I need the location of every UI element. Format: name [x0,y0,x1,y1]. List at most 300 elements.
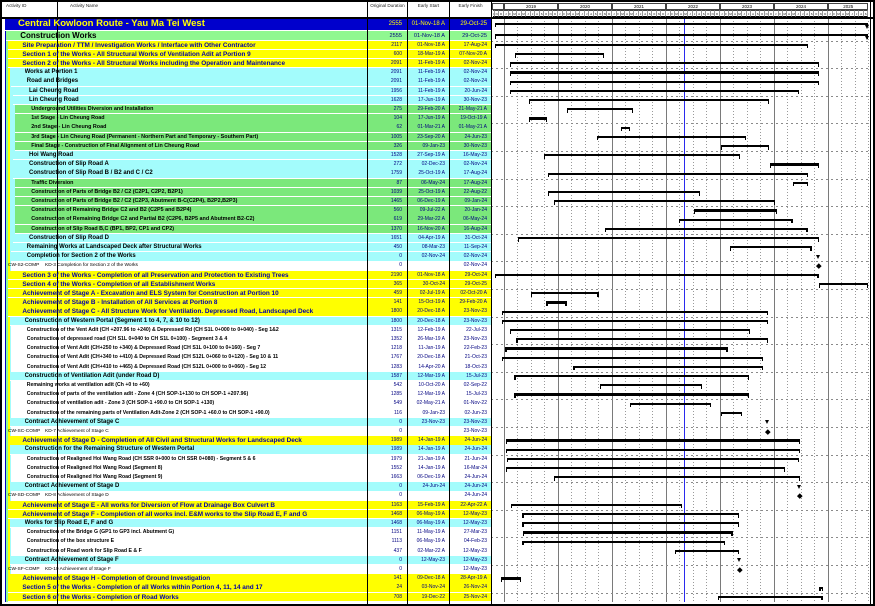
gantt-bar[interactable] [573,366,763,368]
activity-name: Central Kowloon Route - Yau Ma Tei West [18,18,205,29]
hierarchy-stripe [6,436,8,445]
hierarchy-stripe [13,133,15,142]
activity-name: Works for Slip Road E, F and G [24,520,114,526]
gantt-bar[interactable] [523,531,732,533]
timescale-month-label: M [630,12,633,16]
original-duration: 1587 [390,372,402,379]
gantt-bar[interactable] [546,301,566,303]
gantt-bar[interactable] [567,108,633,110]
activity-name: Construction of Vent Adit (CH+410 to +465) & Depressed Road (CH S12L 0+000 to 0+060) - Seg 12 [26,363,267,370]
original-duration: 0 [399,253,402,260]
timescale-month-label: J [634,10,638,17]
gantt-bar[interactable] [554,200,775,202]
original-duration: 1528 [390,152,402,158]
early-start: 11-Feb-19 A [417,87,445,94]
activity-name: Contract Achievement of Stage F [24,556,119,563]
early-start: 21-Jan-19 A [418,455,445,462]
gantt-bar[interactable] [675,550,739,552]
early-finish: 17-Aug-24 [463,170,487,177]
early-finish: 11-Sep-24 [464,244,487,250]
early-finish: 26-Nov-24 [463,584,487,591]
original-duration: 1163 [391,501,402,508]
timescale-month-label: F [617,12,620,16]
gantt-bar[interactable] [718,596,823,598]
gantt-bar[interactable] [605,228,807,230]
activity-name: Remaining Works at Landscaped Deck after Structural Works [26,244,202,250]
gantt-bar[interactable] [502,311,768,313]
original-duration: 104 [393,115,402,122]
timescale-year-label: 2022 [666,3,720,10]
hierarchy-stripe [6,510,8,519]
early-finish: 07-Nov-20 A [459,50,487,57]
milestone-diamond-icon[interactable] [817,263,822,268]
hierarchy-stripe [10,353,12,362]
early-start: 29-Feb-20 A [417,106,445,112]
hierarchy-stripe [11,96,13,105]
hierarchy-stripe [6,50,8,59]
early-start: 02-Nov-24 [421,253,445,260]
sight-line [491,179,870,180]
gantt-bar[interactable] [597,136,745,138]
original-duration: 0 [399,483,402,490]
original-duration: 116 [394,409,402,416]
early-finish: 29-Oct-25 [460,21,487,27]
early-finish: 12-May-23 [463,520,487,526]
original-duration: 1005 [390,133,402,140]
hierarchy-stripe [6,501,8,510]
original-duration: 1283 [390,363,402,370]
quarter-gridline [814,18,815,602]
activity-name: Road and Bridges [26,78,79,85]
timescale-month-label: M [729,12,732,16]
gantt-bar[interactable] [694,209,777,211]
original-duration: 2091 [390,69,402,76]
timescale-month-label: F [779,12,782,16]
original-duration: 2555 [389,32,402,39]
gantt-bar[interactable] [510,62,819,64]
early-finish: 29-Oct-25 [462,32,487,39]
early-finish: 12-May-23 [463,547,487,554]
activity-name: Construction Works [20,30,97,40]
timescale-month-label: M [792,12,795,16]
gantt-bar[interactable] [600,384,702,386]
early-finish: 15-Jul-23 [466,372,487,379]
hierarchy-stripe [11,151,13,160]
hierarchy-stripe [8,418,10,427]
sight-line [491,344,870,345]
activity-name: Section 1 of the Works - All Structural Works of Ventilation Adit at Portion 9 [22,50,251,58]
early-start: 20-Dec-18 A [417,317,445,324]
activity-name: KD-8 Achievement of Stage D [45,493,109,499]
activity-id: CW-SF-COMP [8,567,40,572]
gantt-bar[interactable] [793,182,808,184]
gantt-bar[interactable] [548,191,701,193]
timescale-month-label: S [648,12,651,16]
hierarchy-stripe [13,206,15,215]
early-start: 23-Sep-20 A [417,133,445,140]
timescale-month-label: O [707,12,710,16]
milestone-triangle-icon[interactable] [765,420,769,424]
original-duration: 275 [393,106,402,112]
early-finish: 06-May-24 [463,216,487,223]
hierarchy-stripe [13,105,15,114]
sight-line [491,482,870,483]
hierarchy-stripe [10,390,12,399]
milestone-triangle-icon[interactable] [797,485,801,489]
original-duration: 2555 [388,21,402,27]
early-start: 26-Mar-19 A [417,336,445,342]
hierarchy-stripe [6,298,8,307]
early-finish: 17-Aug-24 [463,179,487,186]
original-duration: 365 [393,280,402,287]
timescale-month-label: S [540,12,543,16]
hierarchy-stripe [13,188,15,197]
original-duration: 1800 [390,308,402,315]
original-duration: 2091 [390,60,402,66]
activity-name: Construction of the box structure E [26,538,115,545]
early-finish: 27-Mar-23 [463,529,487,536]
gantt-bar[interactable] [506,449,800,451]
timescale-month-label: J [801,10,806,17]
hierarchy-stripe [10,473,12,482]
activity-name: 2nd Stage - Lin Cheung Road [31,124,107,131]
timescale-month-label: D [608,12,611,16]
timescale-month-label: J [639,10,644,17]
early-finish: 01-Nov-22 [463,400,487,407]
early-start: 15-Feb-19 A [417,501,445,508]
hierarchy-stripe [13,225,15,234]
gantt-bar[interactable] [679,219,793,221]
gantt-bar[interactable] [630,403,711,405]
sight-line [491,399,870,400]
hierarchy-stripe [10,363,12,372]
early-finish: 21-Jun-24 [464,455,487,462]
timescale-month-label: F [671,12,674,16]
activity-name: 1st Stage - Lin Cheung Road [31,115,105,122]
timescale-month-label: J [558,10,563,17]
gantt-bar[interactable] [531,292,599,294]
original-duration: 0 [399,418,402,425]
early-finish: 21-Oct-23 [464,354,487,361]
activity-name: Construction of Slip Road D [29,234,109,241]
activity-name: Construction of Remaining Bridge C2 and B2 (C2P5 and B2P4) [31,207,192,214]
gantt-bar[interactable] [506,439,800,441]
early-finish: 30-Nov-23 [463,142,487,149]
sight-line [491,68,870,69]
timescale-month-label: A [752,12,755,16]
hierarchy-stripe [10,326,12,335]
gantt-bar[interactable] [502,357,763,359]
early-start: 09-Jan-23 [422,409,445,416]
gantt-bar[interactable] [510,90,799,92]
early-start: 11-Feb-19 A [417,60,445,66]
gantt-bar[interactable] [770,163,820,165]
hierarchy-stripe [13,197,15,206]
timescale-month-label: M [738,12,741,16]
early-finish: 15-Jul-23 [466,391,487,398]
original-duration: 87 [396,179,402,186]
activity-name: Achievement of Stage H - Completion of Ground Investigation [22,575,211,583]
early-finish: 02-Sep-22 [463,382,487,388]
timescale-month-label: F [833,12,836,16]
activity-name: KD-10 Achievement of Stage F [45,567,111,572]
early-start: 06-Dec-19 A [417,474,445,480]
early-finish: 29-Oct-24 [464,271,487,278]
gantt-bar[interactable] [529,99,770,101]
activity-name: Section 2 of the Works - All Structural Works including the Operation and Maintenance [22,60,286,67]
hierarchy-stripe [6,59,8,68]
early-start: 16-Nov-20 A [417,225,445,232]
early-start: 02-Jul-19 A [419,290,445,296]
gantt-bar[interactable] [721,145,769,147]
early-start: 11-Jan-19 A [418,345,445,352]
activity-id: CW-SC-COMP [8,429,41,434]
timescale-month-label: M [621,12,624,16]
timescale-month-label: D [824,12,827,16]
early-finish: 29-Feb-20 A [459,299,487,306]
timescale-month-label: A [806,12,809,16]
timescale-month-label: M [522,12,525,16]
early-finish: 02-Nov-24 [463,262,487,269]
sight-line [491,206,870,207]
timescale-month-label: A [788,12,791,16]
gantt-bar[interactable] [730,246,812,248]
gantt-bar[interactable] [510,81,819,83]
gantt-bar[interactable] [548,173,808,175]
early-finish: 04-Feb-23 [463,538,487,545]
sight-line [491,510,870,511]
timescale-month-label: A [698,12,701,16]
gantt-bar[interactable] [510,71,819,73]
gantt-bar[interactable] [507,458,799,460]
gantt-bar[interactable] [514,375,748,377]
early-finish: 20-Jun-24 [464,87,487,94]
hierarchy-stripe [10,547,12,556]
early-start: 09-Jul-22 A [419,207,445,214]
hierarchy-stripe [13,123,15,132]
gantt-bar[interactable] [514,393,748,395]
early-finish: 02-Nov-24 [463,253,487,260]
timescale-month-label: J [774,10,779,17]
timescale-month-label: O [599,12,602,16]
sight-line [491,96,870,97]
early-finish: 24-Jun-24 [464,437,487,444]
gantt-bar[interactable] [516,338,768,340]
timescale-year-label: 2024 [774,3,828,10]
hierarchy-stripe [13,215,15,224]
gantt-bar[interactable] [502,320,768,322]
hierarchy-stripe [13,142,15,151]
early-finish: 29-Oct-25 [464,280,487,287]
hierarchy-stripe [10,464,12,473]
gantt-bar[interactable] [544,154,740,156]
original-duration: 0 [399,566,402,572]
activity-name: Works at Portion 1 [24,69,78,76]
hierarchy-stripe [10,409,12,418]
original-duration: 141 [393,575,402,582]
early-finish: 22-Aug-22 [463,188,487,195]
early-start: 06-May-19 A [416,520,445,526]
original-duration: 459 [393,290,402,296]
gantt-bar[interactable] [522,513,739,515]
milestone-diamond-icon[interactable] [766,429,771,434]
activity-name: Construction of Slip Road A [29,161,109,168]
early-start: 01-Nov-18 A [417,41,445,48]
activity-id: CW-S2-COMP [8,263,40,269]
hierarchy-stripe [10,243,12,252]
early-finish: 02-Nov-24 [463,161,487,168]
original-duration: 0 [399,492,402,499]
activity-name: Hoi Wang Road [29,152,74,158]
sight-line [491,537,870,538]
original-duration: 437 [393,547,402,554]
milestone-triangle-icon[interactable] [816,255,820,259]
gantt-bar[interactable] [506,467,785,469]
activity-name: KD-3 Completion for Section 2 of the Works [45,263,138,269]
early-start: 02-Mar-22 A [417,547,445,554]
sight-line [491,427,870,428]
activity-name: Achievement of Stage F - Completion of all works incl. E&M works to the Slip Road E, F and G [22,510,308,518]
early-finish: 02-Jun-23 [464,409,487,416]
gantt-bar[interactable] [515,53,604,55]
column-header-activity-id: Activity ID [6,3,27,8]
original-duration: 1800 [390,317,402,324]
timescale-month-label: J [585,10,590,17]
early-finish: 22-Apr-22 A [460,501,487,508]
gantt-bar[interactable] [518,237,819,239]
activity-id: CW-SD-COMP [8,493,41,499]
hierarchy-stripe [13,179,15,188]
original-duration: 2190 [390,271,402,278]
early-finish: 22-Jul-23 [466,326,487,333]
early-finish: 02-Oct-20 A [460,290,487,296]
gantt-bar[interactable] [495,44,808,46]
gantt-bar[interactable] [554,476,800,478]
timescale-month-label: J [666,10,671,17]
original-duration: 549 [393,400,402,407]
gantt-bar[interactable] [495,23,869,25]
timescale-month-label: A [590,12,593,16]
activity-name: Construction of Slip Road B,C (BP1, BP2, CP1 and CP2) [31,225,175,232]
hierarchy-stripe [8,68,10,77]
milestone-diamond-icon[interactable] [737,567,742,572]
hierarchy-stripe [5,31,7,41]
hierarchy-stripe [11,234,13,243]
early-start: 04-Apr-19 A [418,234,445,241]
gantt-bar[interactable] [529,117,547,119]
gantt-bar[interactable] [522,522,739,524]
early-start: 14-Apr-20 A [418,363,445,370]
early-start: 01-Nov-18 A [411,21,445,27]
activity-name: Construction of Realigned Hoi Wang Road (Segment 9) [26,474,163,480]
early-start: 01-Mar-21 A [417,124,445,131]
original-duration: 1151 [391,529,402,536]
timescale-month-label: M [675,12,678,16]
original-duration: 1663 [390,474,402,480]
timescale-month-label: J [580,10,584,17]
gantt-bar[interactable] [501,577,522,579]
gantt-bar[interactable] [819,283,869,285]
timescale-month-label: J [693,10,698,17]
gantt-bar[interactable] [721,412,742,414]
activity-name: Construction of Vent Adit (CH+250 to +340) & Depressed Road (CH S1L 0+100 to 0+160) - Seg 7 [26,345,261,352]
quarter-gridline [801,18,802,602]
gantt-bar[interactable] [505,347,727,349]
gantt-bar[interactable] [819,587,822,589]
original-duration: 272 [393,161,402,168]
early-finish: 02-Nov-24 [463,60,487,66]
hierarchy-stripe [11,87,13,96]
original-duration: 1767 [390,354,402,361]
year-gridline [828,18,829,602]
quarter-gridline [787,18,788,602]
gantt-bar[interactable] [510,329,750,331]
hierarchy-stripe [10,335,12,344]
activity-name: Construction of depressed road (CH S1L 0+040 to CH S1L 0+100) - Segment 3 & 4 [26,336,228,342]
early-finish: 21-May-21 A [458,106,487,112]
early-finish: 23-Nov-23 [463,336,487,342]
gantt-bar[interactable] [511,504,683,506]
hierarchy-stripe [6,583,8,592]
hierarchy-stripe [11,160,13,169]
hierarchy-stripe [6,593,8,602]
early-finish: 31-Oct-24 [464,234,487,241]
activity-name: Construction for the Remaining Structure of Western Portal [24,446,195,453]
original-duration: 600 [393,50,402,57]
early-start: 14-Jan-19 A [418,446,445,453]
gantt-bar[interactable] [495,274,819,276]
original-duration: 619 [393,216,402,223]
timescale-month-label: F [563,12,566,16]
gantt-bar[interactable] [621,127,630,129]
early-finish: 12-May-23 [463,566,487,572]
hierarchy-stripe [10,77,12,86]
original-duration: 1979 [390,455,402,462]
early-finish: 16-Mar-24 [463,464,487,471]
early-start: 14-Jan-19 A [418,437,445,444]
timescale-header [491,2,871,17]
original-duration: 1468 [390,510,402,517]
gantt-bar[interactable] [522,541,725,543]
original-duration: 1370 [390,225,402,232]
early-start: 20-Dec-18 A [417,354,445,361]
activity-name: Construction of Remaining Bridge C2 and Partial B2 (C2P6, B2P5 and Abutment B2-C2) [31,216,255,223]
early-start: 12-Feb-19 A [417,326,445,333]
gantt-bar[interactable] [495,34,869,36]
timescale-month-label: J [796,10,800,17]
hierarchy-stripe [8,317,10,326]
early-start: 25-Oct-19 A [418,188,445,195]
activity-name: Construction of Realigned Hoi Wang Road (Segment 8) [26,464,163,471]
sight-line [491,123,870,124]
early-start: 29-Mar-22 A [417,216,445,223]
hierarchy-stripe [8,445,10,454]
timescale-month-label: S [702,12,705,16]
milestone-triangle-icon[interactable] [737,558,741,562]
original-duration: 326 [393,142,402,149]
column-header-early-start: Early Start [417,3,440,8]
early-start: 23-Nov-23 [421,418,445,425]
activity-name: Achievement of Stage D - Completion of All Civil and Structural Works for Landscaped Deck [22,437,302,445]
original-duration: 1759 [390,170,402,177]
hierarchy-stripe [10,528,12,537]
activity-name: Construction of ventilation adit - Zone 3 (CH SOP-1 +90.0 to CH SOP-1 +130) [26,400,215,407]
timescale-year-label: 2023 [720,3,774,10]
timescale-month-label: J [688,10,692,17]
early-finish: 20-Jan-24 [464,207,487,214]
early-start: 06-May-19 A [416,510,445,517]
activity-name: Underground Utilities Diversion and Installation [31,106,154,112]
